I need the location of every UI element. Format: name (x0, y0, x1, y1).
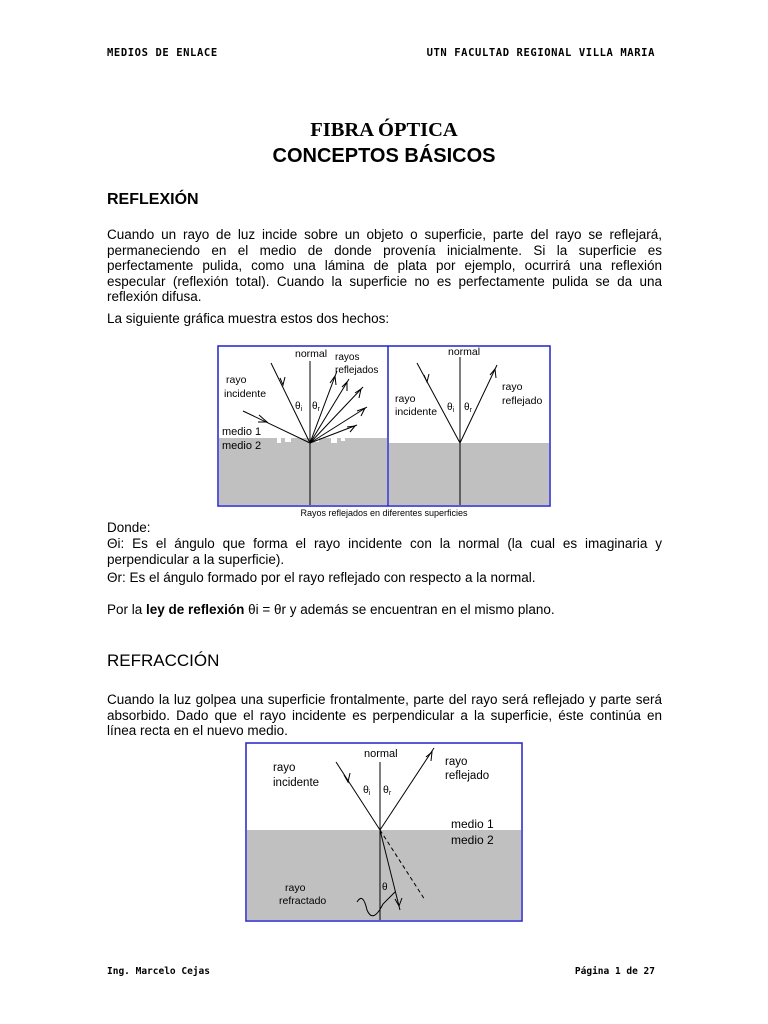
right-theta-r: $\theta_r$ (464, 402, 472, 414)
left-rays-label-1: rayos (335, 352, 360, 363)
footer-page-number: Página 1 de 27 (574, 966, 655, 977)
right-theta-i: $\theta_i$ (447, 402, 455, 414)
reflection-figure-caption: Rayos reflejados en diferentes superficies (300, 508, 468, 518)
refraction-incident-label-2: incidente (273, 777, 320, 789)
right-reflected-label-2: reflejado (502, 395, 543, 407)
definition-theta-i: Θi: Es el ángulo que forma el rayo incidente con la normal (la cual es imaginaria y perpendicular a la superficie). (107, 536, 662, 567)
refraction-theta-r: θr (383, 784, 392, 797)
refracted-label-1: rayo (285, 882, 306, 894)
refraction-theta: θ (382, 882, 388, 893)
page-header (107, 47, 655, 59)
refraction-incident-label-1: rayo (273, 762, 296, 774)
left-incident-label-2: incidente (224, 388, 267, 400)
document-title: FIBRA ÓPTICA (310, 119, 458, 141)
donde-label: Donde: (107, 520, 151, 535)
right-reflected-label-1: rayo (502, 381, 523, 393)
law-name: ley de reflexión (146, 602, 245, 617)
reflexion-figure-intro: La siguiente gráfica muestra estos dos hechos: (107, 311, 390, 326)
reflection-diagram (217, 345, 551, 507)
page-footer (107, 966, 655, 977)
refraction-theta-i: θi (363, 784, 371, 797)
header-course: MEDIOS DE ENLACE (107, 47, 218, 59)
right-incident-label-1: rayo (395, 393, 416, 405)
refraction-reflected-label-2: reflejado (445, 770, 490, 782)
footer-author: Ing. Marcelo Cejas (107, 966, 210, 977)
reflexion-paragraph: Cuando un rayo de luz incide sobre un objeto o superficie, parte del rayo se reflejará, permaneciendo en el medio de donde provenía inicialmente. Si la superficie es perfectamente pulida, como una lámina de plata por ejemplo, ocurrirá una reflexión especular (reflexión total). Cuando la superficie no es perfectamente pulida se da una reflexión difusa. (107, 227, 662, 304)
refraction-medio2-label: medio 2 (451, 833, 494, 847)
left-medio2-label: medio 2 (222, 440, 262, 452)
left-normal-label: normal (295, 348, 328, 360)
left-theta-r: $\theta_r$ (312, 401, 320, 413)
left-theta-i: $\theta_i$ (295, 401, 303, 413)
reflection-law (107, 602, 662, 618)
right-incident-label-2: incidente (395, 406, 438, 418)
refraction-medio1-label: medio 1 (451, 817, 494, 831)
refraction-diagram (245, 742, 523, 922)
right-normal-label: normal (448, 346, 481, 358)
left-rays-label-2: reflejados (335, 365, 379, 376)
left-medio1-label: medio 1 (222, 426, 262, 438)
document-subtitle: CONCEPTOS BÁSICOS (272, 145, 496, 167)
refraccion-paragraph: Cuando la luz golpea una superficie frontalmente, parte del rayo será reflejado y parte será absorbido. Dado que el rayo incidente es perpendicular a la superficie, éste continúa en línea recta en el nuevo medio. (107, 692, 662, 738)
definition-theta-r: Θr: Es el ángulo formado por el rayo reflejado con respecto a la normal. (107, 570, 536, 585)
refracted-label-2: refractado (279, 895, 327, 907)
refraction-normal-label: normal (364, 748, 398, 760)
header-institution: UTN FACULTAD REGIONAL VILLA MARIA (426, 47, 655, 59)
refraction-reflected-label-1: rayo (445, 756, 468, 768)
section-heading-refraccion: REFRACCIÓN (107, 651, 220, 670)
section-heading-reflexion: REFLEXIÓN (107, 191, 199, 208)
law-prefix: Por la (107, 602, 147, 617)
left-incident-label-1: rayo (226, 374, 247, 386)
law-suffix: θi = θr y además se encuentran en el mismo plano. (244, 602, 555, 617)
